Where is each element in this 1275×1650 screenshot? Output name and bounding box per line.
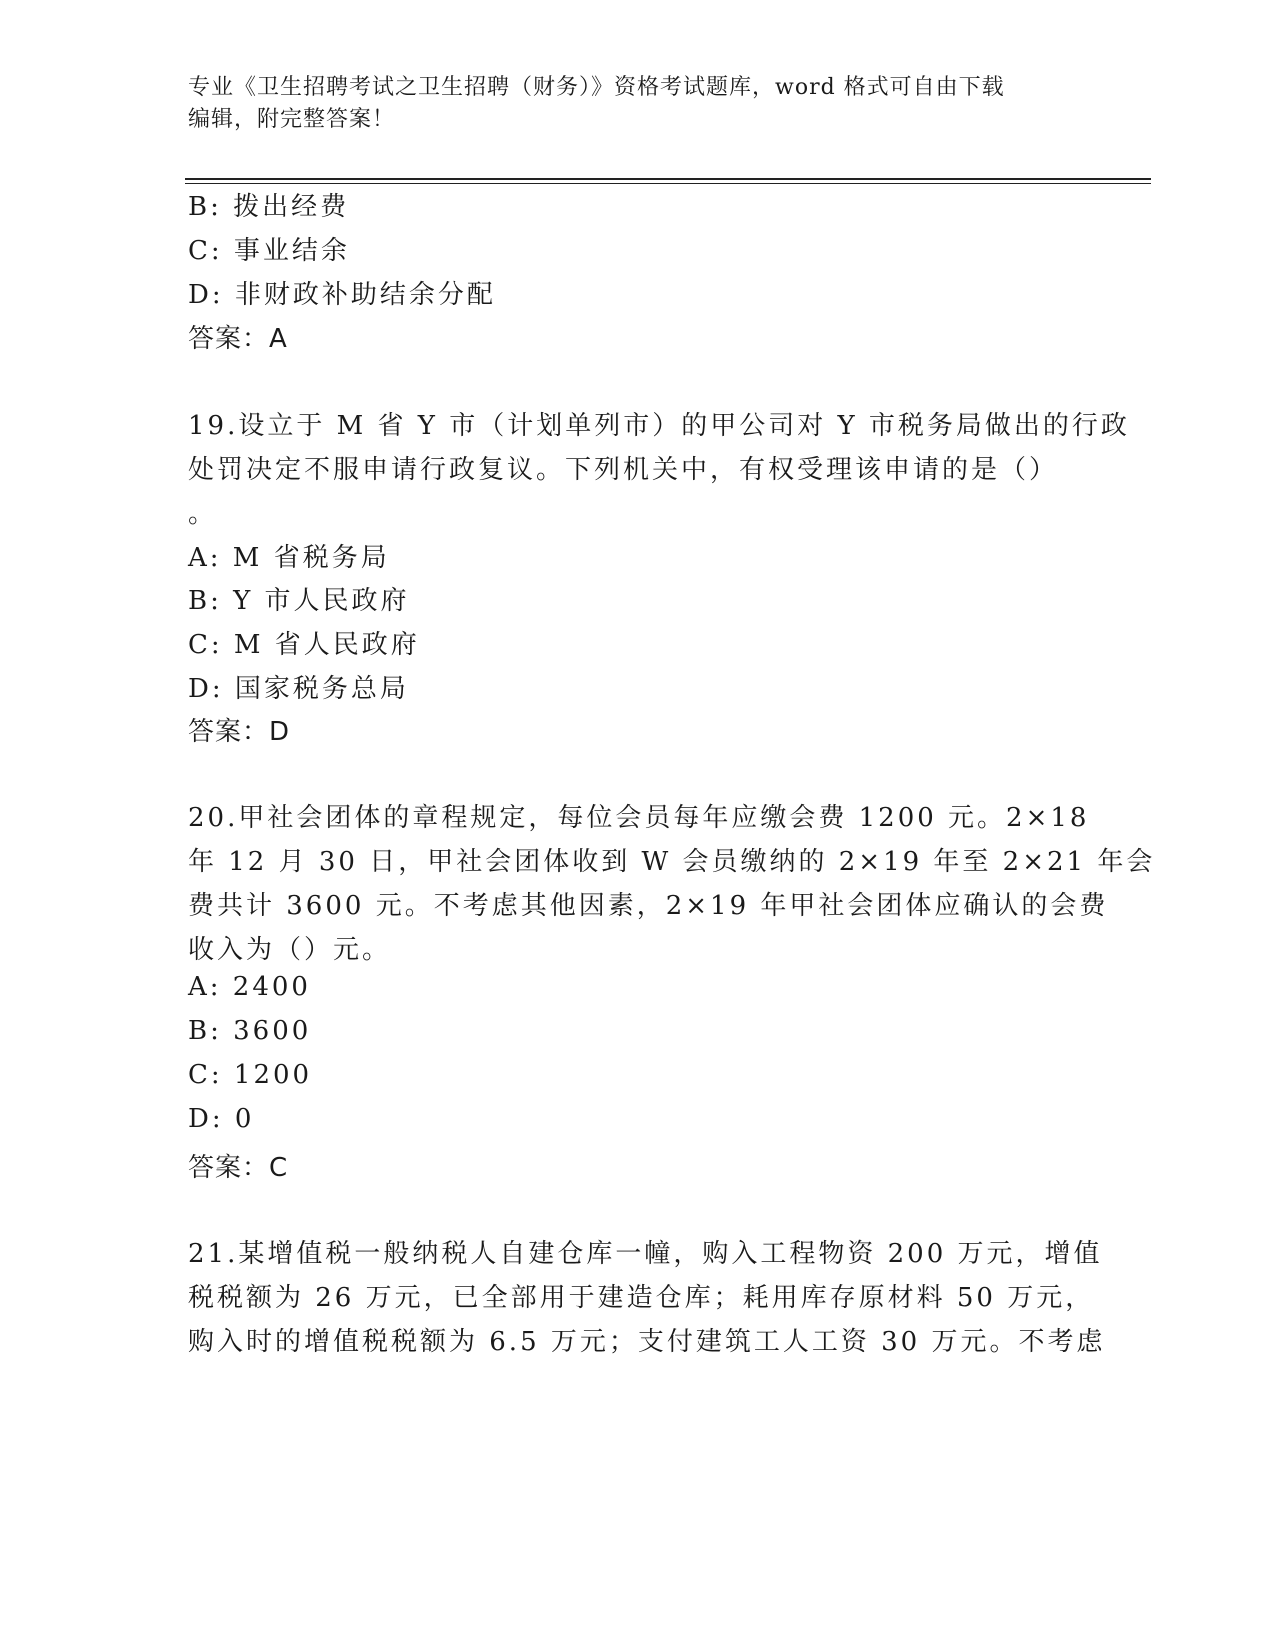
question-19-option-d: D: 国家税务总局 bbox=[188, 674, 409, 704]
header-rule-thin bbox=[185, 183, 1151, 184]
question-20-line-3: 费共计 3600 元。不考虑其他因素，2×19 年甲社会团体应确认的会费 bbox=[188, 891, 1109, 921]
question-20-option-c: C: 1200 bbox=[188, 1060, 313, 1090]
option-b: B: 拨出经费 bbox=[188, 192, 350, 222]
question-20-option-a: A: 2400 bbox=[188, 972, 311, 1002]
header-rule-thick bbox=[185, 178, 1151, 180]
question-19-option-a: A: M 省税务局 bbox=[188, 543, 390, 573]
question-20-answer: 答案：C bbox=[188, 1153, 289, 1183]
header-line-1: 专业《卫生招聘考试之卫生招聘（财务）》资格考试题库，word 格式可自由下载 bbox=[188, 75, 1005, 100]
question-19-line-2: 处罚决定不服申请行政复议。下列机关中，有权受理该申请的是（） bbox=[188, 455, 1059, 485]
option-d: D: 非财政补助结余分配 bbox=[188, 280, 496, 310]
question-19-option-c: C: M 省人民政府 bbox=[188, 630, 420, 660]
question-21-line-2: 税税额为 26 万元，已全部用于建造仓库；耗用库存原材料 50 万元， bbox=[188, 1283, 1095, 1313]
question-21-line-1: 21.某增值税一般纳税人自建仓库一幢，购入工程物资 200 万元，增值 bbox=[188, 1239, 1103, 1269]
question-19-option-b: B: Y 市人民政府 bbox=[188, 586, 410, 616]
question-21-line-3: 购入时的增值税税额为 6.5 万元；支付建筑工人工资 30 万元。不考虑 bbox=[188, 1327, 1106, 1357]
question-20-line-2: 年 12 月 30 日，甲社会团体收到 W 会员缴纳的 2×19 年至 2×21 年会 bbox=[188, 847, 1156, 877]
header-line-2: 编辑，附完整答案！ bbox=[188, 107, 396, 132]
answer: 答案：A bbox=[188, 324, 288, 354]
question-19-line-1: 19.设立于 M 省 Y 市（计划单列市）的甲公司对 Y 市税务局做出的行政 bbox=[188, 411, 1130, 441]
question-20-line-4: 收入为（）元。 bbox=[188, 935, 392, 965]
question-19-answer: 答案：D bbox=[188, 717, 291, 747]
document-header bbox=[188, 72, 1088, 136]
question-20-option-b: B: 3600 bbox=[188, 1016, 312, 1046]
question-20-line-1: 20.甲社会团体的章程规定，每位会员每年应缴会费 1200 元。2×18 bbox=[188, 803, 1090, 833]
question-20-option-d: D: 0 bbox=[188, 1104, 255, 1134]
option-c: C: 事业结余 bbox=[188, 236, 350, 266]
question-19-line-3: 。 bbox=[188, 499, 218, 529]
